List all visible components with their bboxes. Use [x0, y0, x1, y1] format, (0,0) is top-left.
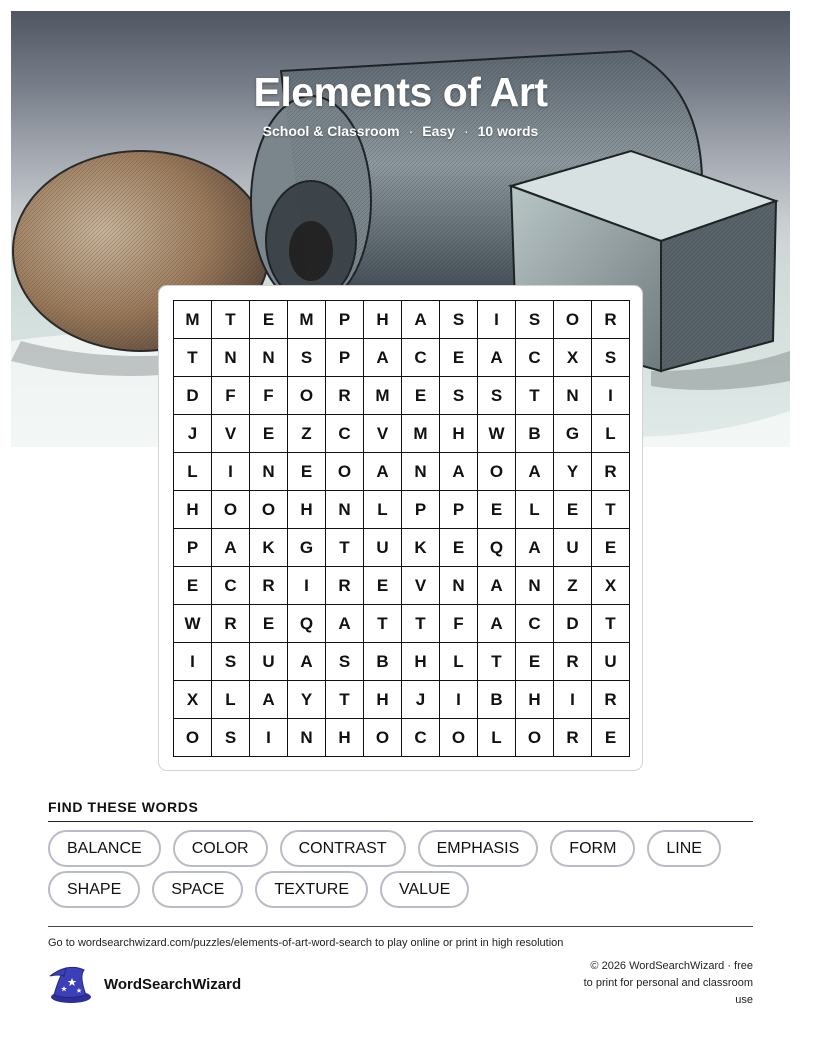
- grid-cell[interactable]: V: [212, 415, 250, 453]
- grid-cell[interactable]: E: [174, 567, 212, 605]
- grid-cell[interactable]: M: [288, 301, 326, 339]
- grid-cell[interactable]: S: [516, 301, 554, 339]
- grid-cell[interactable]: A: [478, 605, 516, 643]
- page-title: Elements of Art: [253, 69, 548, 115]
- grid-cell[interactable]: H: [288, 491, 326, 529]
- grid-cell[interactable]: C: [326, 415, 364, 453]
- grid-cell[interactable]: P: [326, 339, 364, 377]
- puzzle-card: [158, 285, 643, 771]
- grid-cell[interactable]: R: [326, 377, 364, 415]
- grid-cell[interactable]: R: [554, 719, 592, 757]
- grid-cell[interactable]: D: [554, 605, 592, 643]
- grid-cell[interactable]: E: [592, 719, 630, 757]
- grid-cell[interactable]: B: [364, 643, 402, 681]
- grid-cell[interactable]: E: [440, 339, 478, 377]
- grid-cell[interactable]: S: [288, 339, 326, 377]
- grid-cell[interactable]: P: [174, 529, 212, 567]
- grid-cell[interactable]: S: [478, 377, 516, 415]
- grid-cell[interactable]: P: [326, 301, 364, 339]
- grid-cell[interactable]: H: [516, 681, 554, 719]
- grid-cell[interactable]: L: [174, 453, 212, 491]
- grid-cell[interactable]: T: [592, 491, 630, 529]
- grid-cell[interactable]: T: [478, 643, 516, 681]
- brand-name[interactable]: WordSearchWizard: [104, 975, 242, 993]
- divider: [48, 926, 753, 927]
- grid-cell[interactable]: R: [554, 643, 592, 681]
- word-chip: FORM: [550, 830, 635, 867]
- grid-cell[interactable]: G: [288, 529, 326, 567]
- grid-cell[interactable]: N: [212, 339, 250, 377]
- grid-cell[interactable]: K: [250, 529, 288, 567]
- grid-cell[interactable]: H: [364, 301, 402, 339]
- grid-cell[interactable]: R: [592, 453, 630, 491]
- meta-difficulty: Easy: [422, 123, 455, 139]
- grid-cell[interactable]: T: [516, 377, 554, 415]
- grid-cell[interactable]: P: [440, 491, 478, 529]
- grid-cell[interactable]: U: [250, 643, 288, 681]
- grid-cell[interactable]: N: [326, 491, 364, 529]
- grid-cell[interactable]: T: [326, 681, 364, 719]
- grid-cell[interactable]: A: [364, 339, 402, 377]
- grid-cell[interactable]: S: [440, 377, 478, 415]
- word-chip: LINE: [647, 830, 721, 867]
- grid-cell[interactable]: R: [326, 567, 364, 605]
- grid-cell[interactable]: L: [592, 415, 630, 453]
- grid-cell[interactable]: U: [364, 529, 402, 567]
- grid-cell[interactable]: E: [478, 491, 516, 529]
- grid-cell[interactable]: I: [212, 453, 250, 491]
- grid-cell[interactable]: N: [250, 339, 288, 377]
- letter-grid[interactable]: [173, 300, 630, 757]
- grid-cell[interactable]: X: [592, 567, 630, 605]
- grid-cell[interactable]: J: [174, 415, 212, 453]
- grid-cell[interactable]: T: [174, 339, 212, 377]
- grid-cell[interactable]: R: [212, 605, 250, 643]
- grid-cell[interactable]: E: [250, 415, 288, 453]
- grid-cell[interactable]: A: [478, 339, 516, 377]
- grid-cell[interactable]: A: [288, 643, 326, 681]
- grid-cell[interactable]: L: [364, 491, 402, 529]
- grid-cell[interactable]: A: [402, 301, 440, 339]
- grid-cell[interactable]: R: [592, 301, 630, 339]
- grid-cell[interactable]: R: [592, 681, 630, 719]
- grid-cell[interactable]: S: [326, 643, 364, 681]
- grid-cell[interactable]: L: [440, 643, 478, 681]
- word-list-heading: FIND THESE WORDS: [48, 799, 199, 815]
- grid-cell[interactable]: Y: [554, 453, 592, 491]
- word-chip: TEXTURE: [255, 871, 368, 908]
- grid-cell[interactable]: Q: [288, 605, 326, 643]
- grid-cell[interactable]: A: [250, 681, 288, 719]
- grid-cell[interactable]: A: [516, 453, 554, 491]
- grid-cell[interactable]: O: [326, 453, 364, 491]
- grid-cell[interactable]: N: [554, 377, 592, 415]
- grid-cell[interactable]: O: [364, 719, 402, 757]
- puzzle-meta: School & Classroom · Easy · 10 words: [262, 123, 539, 139]
- grid-cell[interactable]: H: [440, 415, 478, 453]
- grid-cell[interactable]: I: [288, 567, 326, 605]
- grid-cell[interactable]: O: [554, 301, 592, 339]
- word-list: [48, 830, 753, 908]
- grid-cell[interactable]: H: [326, 719, 364, 757]
- grid-cell[interactable]: A: [440, 453, 478, 491]
- word-chip: SHAPE: [48, 871, 140, 908]
- grid-cell[interactable]: E: [402, 377, 440, 415]
- grid-cell[interactable]: G: [554, 415, 592, 453]
- grid-cell[interactable]: A: [478, 567, 516, 605]
- grid-cell[interactable]: P: [402, 491, 440, 529]
- grid-cell[interactable]: U: [592, 643, 630, 681]
- grid-cell[interactable]: N: [250, 453, 288, 491]
- grid-cell[interactable]: F: [212, 377, 250, 415]
- grid-cell[interactable]: C: [402, 719, 440, 757]
- grid-cell[interactable]: C: [516, 605, 554, 643]
- grid-cell[interactable]: O: [440, 719, 478, 757]
- grid-cell[interactable]: B: [478, 681, 516, 719]
- grid-cell[interactable]: Z: [288, 415, 326, 453]
- grid-cell[interactable]: A: [326, 605, 364, 643]
- grid-cell[interactable]: T: [402, 605, 440, 643]
- grid-cell[interactable]: O: [250, 491, 288, 529]
- grid-cell[interactable]: D: [174, 377, 212, 415]
- grid-cell[interactable]: W: [174, 605, 212, 643]
- grid-cell[interactable]: T: [212, 301, 250, 339]
- grid-cell[interactable]: A: [212, 529, 250, 567]
- grid-cell[interactable]: L: [516, 491, 554, 529]
- grid-cell[interactable]: A: [364, 453, 402, 491]
- meta-word-count: 10 words: [477, 123, 539, 139]
- grid-cell[interactable]: H: [402, 643, 440, 681]
- grid-cell[interactable]: A: [516, 529, 554, 567]
- divider: [48, 821, 753, 822]
- grid-cell[interactable]: F: [440, 605, 478, 643]
- grid-cell[interactable]: E: [288, 453, 326, 491]
- grid-cell[interactable]: X: [554, 339, 592, 377]
- footer-url-note: Go to wordsearchwizard.com/puzzles/elements-of-art-word-search to play online or print in high resolution: [48, 937, 564, 949]
- grid-cell[interactable]: O: [516, 719, 554, 757]
- grid-cell[interactable]: I: [592, 377, 630, 415]
- grid-cell[interactable]: B: [516, 415, 554, 453]
- grid-cell[interactable]: T: [592, 605, 630, 643]
- meta-category: School & Classroom: [262, 123, 400, 139]
- grid-cell[interactable]: S: [592, 339, 630, 377]
- grid-cell[interactable]: E: [440, 529, 478, 567]
- grid-cell[interactable]: Z: [554, 567, 592, 605]
- grid-cell[interactable]: N: [440, 567, 478, 605]
- grid-cell[interactable]: K: [402, 529, 440, 567]
- grid-cell[interactable]: C: [516, 339, 554, 377]
- grid-cell[interactable]: M: [174, 301, 212, 339]
- grid-cell[interactable]: E: [250, 301, 288, 339]
- grid-cell[interactable]: U: [554, 529, 592, 567]
- copyright: © 2026 WordSearchWizard · free to print for personal and classroom use: [583, 960, 753, 1006]
- grid-cell[interactable]: I: [174, 643, 212, 681]
- grid-cell[interactable]: E: [554, 491, 592, 529]
- wizard-hat-icon: [46, 964, 92, 1004]
- word-chip: CONTRAST: [280, 830, 406, 867]
- grid-cell[interactable]: S: [212, 643, 250, 681]
- grid-cell[interactable]: M: [364, 377, 402, 415]
- grid-cell[interactable]: I: [478, 301, 516, 339]
- grid-cell[interactable]: O: [212, 491, 250, 529]
- grid-cell[interactable]: S: [212, 719, 250, 757]
- grid-cell[interactable]: E: [592, 529, 630, 567]
- word-chip: BALANCE: [48, 830, 161, 867]
- grid-cell[interactable]: Q: [478, 529, 516, 567]
- grid-cell[interactable]: C: [212, 567, 250, 605]
- grid-cell[interactable]: N: [402, 453, 440, 491]
- grid-cell[interactable]: T: [364, 605, 402, 643]
- grid-cell[interactable]: X: [174, 681, 212, 719]
- grid-cell[interactable]: H: [174, 491, 212, 529]
- grid-cell[interactable]: E: [250, 605, 288, 643]
- grid-cell[interactable]: E: [364, 567, 402, 605]
- brand: [46, 964, 241, 1004]
- grid-cell[interactable]: I: [440, 681, 478, 719]
- grid-cell[interactable]: L: [212, 681, 250, 719]
- grid-cell[interactable]: N: [516, 567, 554, 605]
- grid-cell[interactable]: H: [364, 681, 402, 719]
- grid-cell[interactable]: M: [402, 415, 440, 453]
- word-chip: SPACE: [152, 871, 243, 908]
- word-chip: COLOR: [173, 830, 268, 867]
- grid-cell[interactable]: R: [250, 567, 288, 605]
- grid-cell[interactable]: O: [174, 719, 212, 757]
- word-chip: VALUE: [380, 871, 469, 908]
- grid-cell[interactable]: Y: [288, 681, 326, 719]
- grid-cell[interactable]: V: [402, 567, 440, 605]
- grid-cell[interactable]: V: [364, 415, 402, 453]
- grid-cell[interactable]: L: [478, 719, 516, 757]
- grid-cell[interactable]: W: [478, 415, 516, 453]
- grid-cell[interactable]: N: [288, 719, 326, 757]
- grid-cell[interactable]: O: [288, 377, 326, 415]
- grid-cell[interactable]: T: [326, 529, 364, 567]
- grid-cell[interactable]: E: [516, 643, 554, 681]
- grid-cell[interactable]: I: [554, 681, 592, 719]
- grid-cell[interactable]: C: [402, 339, 440, 377]
- grid-cell[interactable]: F: [250, 377, 288, 415]
- word-chip: EMPHASIS: [418, 830, 539, 867]
- grid-cell[interactable]: O: [478, 453, 516, 491]
- grid-cell[interactable]: I: [250, 719, 288, 757]
- grid-cell[interactable]: S: [440, 301, 478, 339]
- grid-cell[interactable]: J: [402, 681, 440, 719]
